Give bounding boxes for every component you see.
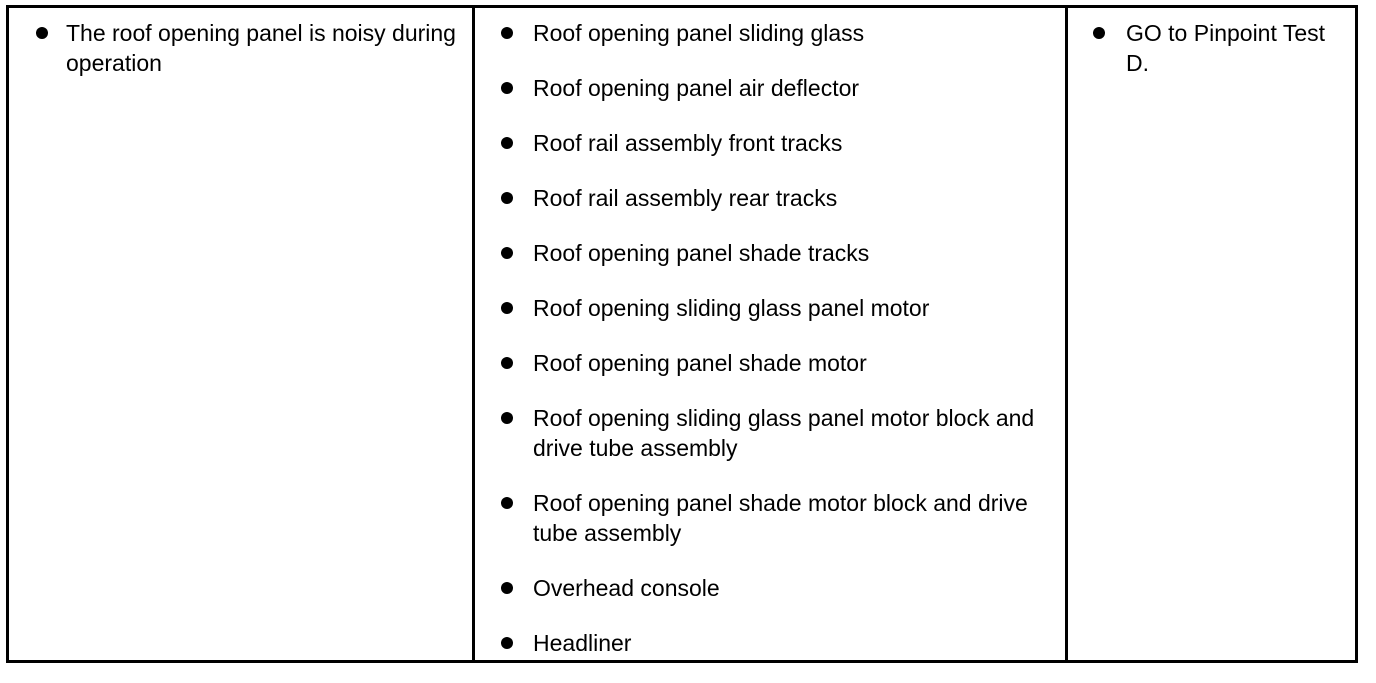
action-list — [1093, 18, 1353, 78]
bullet-icon — [501, 582, 513, 594]
list-item — [501, 628, 1041, 658]
list-item — [36, 18, 456, 78]
bullet-icon — [36, 27, 48, 39]
list-item — [501, 488, 1041, 548]
bullet-icon — [501, 82, 513, 94]
source-text: Headliner — [533, 630, 632, 656]
source-column — [475, 8, 1068, 660]
list-item — [501, 293, 1041, 323]
bullet-icon — [501, 302, 513, 314]
source-text: Roof rail assembly front tracks — [533, 130, 843, 156]
bullet-icon — [501, 497, 513, 509]
bullet-icon — [501, 412, 513, 424]
symptom-text: The roof opening panel is noisy during operation — [66, 20, 456, 76]
list-item — [501, 348, 1041, 378]
action-column — [1068, 8, 1355, 660]
source-text: Roof rail assembly rear tracks — [533, 185, 838, 211]
bullet-icon — [501, 192, 513, 204]
symptom-column — [9, 8, 475, 660]
source-text: Roof opening panel sliding glass — [533, 20, 865, 46]
source-text: Roof opening panel shade motor block and drive tube assembly — [533, 490, 1028, 546]
diagnostic-table — [6, 5, 1358, 663]
source-text: Roof opening panel shade motor — [533, 350, 867, 376]
bullet-icon — [501, 637, 513, 649]
list-item — [501, 73, 1041, 103]
source-text: Roof opening panel air deflector — [533, 75, 860, 101]
symptom-list — [36, 18, 456, 78]
list-item — [501, 183, 1041, 213]
bullet-icon — [501, 27, 513, 39]
source-text: Roof opening panel shade tracks — [533, 240, 870, 266]
action-text: GO to Pinpoint Test D. — [1126, 20, 1326, 76]
source-list — [501, 18, 1041, 683]
source-text: Overhead console — [533, 575, 720, 601]
list-item — [501, 573, 1041, 603]
bullet-icon — [501, 247, 513, 259]
bullet-icon — [1093, 27, 1105, 39]
bullet-icon — [501, 357, 513, 369]
list-item — [501, 128, 1041, 158]
source-text: Roof opening sliding glass panel motor — [533, 295, 930, 321]
list-item — [501, 403, 1041, 463]
list-item — [501, 18, 1041, 48]
bullet-icon — [501, 137, 513, 149]
source-text: Roof opening sliding glass panel motor block and drive tube assembly — [533, 405, 1035, 461]
list-item — [501, 238, 1041, 268]
list-item — [1093, 18, 1353, 78]
